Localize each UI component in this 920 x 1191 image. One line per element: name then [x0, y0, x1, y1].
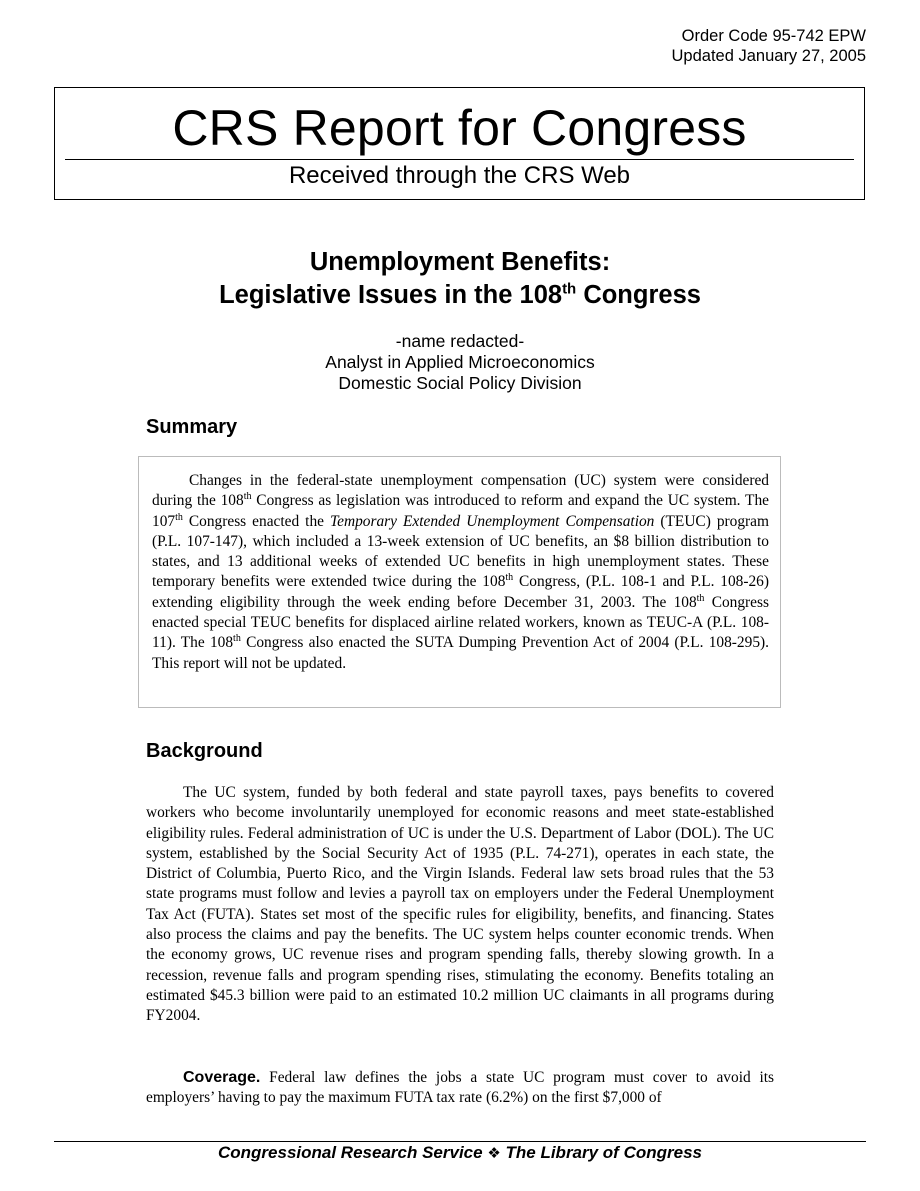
- title-line-1: Unemployment Benefits:: [309, 248, 611, 276]
- coverage-paragraph: [146, 1068, 774, 1109]
- summary-text-3: Congress enacted the: [182, 512, 330, 530]
- order-code-block: [672, 26, 866, 66]
- summary-text-2: Congress as legislation was introduced to reform and expand the UC system. The 107: [152, 492, 769, 530]
- footer-divider: [54, 1141, 866, 1142]
- summary-text-6: Congress enacted special TEUC benefits for displaced airline related workers, known as TEUC-A (P.L. 108-11). The 108: [152, 593, 769, 652]
- banner-divider: [65, 159, 854, 160]
- footer-loc: The Library of Congress: [505, 1143, 702, 1162]
- document-title: [0, 246, 920, 312]
- summary-sup-1: th: [243, 491, 252, 503]
- author-division: Domestic Social Policy Division: [338, 373, 582, 393]
- banner-title: CRS Report for Congress: [172, 100, 747, 156]
- report-banner: [54, 87, 865, 200]
- title-superscript: th: [562, 280, 577, 298]
- coverage-text: Federal law defines the jobs a state UC program must cover to avoid its employers’ having to pay the maximum FUTA tax rate (6.2%) on the first $7,000 of: [146, 1069, 774, 1107]
- footer-crs: Congressional Research Service: [218, 1143, 483, 1162]
- author-name: -name redacted-: [395, 331, 525, 351]
- summary-text-1: Changes in the federal-state unemployment compensation (UC) system were considered during the 108: [152, 472, 769, 510]
- background-paragraph: The UC system, funded by both federal and state payroll taxes, pays benefits to covered workers who become involuntarily unemployed for economic reasons and meet state-established eligibility rules. Federal administration of UC is under the U.S. Department of Labor (DOL). The UC system, established by the Social Security Act of 1935 (P.L. 74-271), operates in each state, the District of Columbia, Puerto Rico, and the Virgin Islands. Federal law sets broad rules that the 53 state programs must follow and levies a payroll tax on employers under the Federal Unemployment Tax Act (FUTA). States set most of the specific rules for eligibility, benefits, and financing. States also process the claims and pay the benefits. The UC system helps counter economic trends. When the economy grows, UC revenue rises and program spending falls, thereby slowing growth. In a recession, revenue falls and program spending rises, stimulating the economy. Benefits totaling an estimated $45.3 billion were paid to an estimated 10.2 million UC claimants in all programs during FY2004.: [146, 784, 774, 1025]
- banner-subtitle: Received through the CRS Web: [288, 162, 631, 189]
- updated-date: Updated January 27, 2005: [671, 47, 866, 65]
- summary-sup-3: th: [505, 572, 514, 584]
- summary-sup-4: th: [696, 592, 705, 604]
- coverage-heading: Coverage.: [183, 1069, 261, 1086]
- title-line-2-end: Congress: [576, 281, 701, 309]
- summary-paragraph: [152, 471, 769, 674]
- title-line-2: [0, 279, 920, 312]
- order-code: Order Code 95-742 EPW: [681, 27, 866, 45]
- title-line-2-text: Legislative Issues in the 108: [219, 281, 563, 309]
- summary-heading: Summary: [146, 416, 238, 438]
- diamond-icon: ❖: [487, 1145, 501, 1162]
- author-block: [0, 331, 920, 394]
- summary-text-7: Congress also enacted the SUTA Dumping Prevention Act of 2004 (P.L. 108-295). This report will not be updated.: [152, 634, 769, 672]
- summary-sup-5: th: [233, 633, 241, 645]
- author-position: Analyst in Applied Microeconomics: [325, 352, 595, 372]
- background-heading: Background: [146, 740, 263, 762]
- page-footer: [0, 1143, 920, 1164]
- summary-program-name: Temporary Extended Unemployment Compensation: [330, 512, 655, 530]
- summary-sup-2: th: [175, 511, 183, 523]
- summary-text-4: (TEUC) program (P.L. 107-147), which included a 13-week extension of UC benefits, an $8 billion distribution to states, and 13 additional weeks of extended UC benefits in high unemployment states. These temporary benefits were extended twice during the 108: [152, 512, 769, 591]
- summary-text-5: Congress, (P.L. 108-1 and P.L. 108-26) extending eligibility through the week ending before December 31, 2003. The 108: [152, 573, 769, 611]
